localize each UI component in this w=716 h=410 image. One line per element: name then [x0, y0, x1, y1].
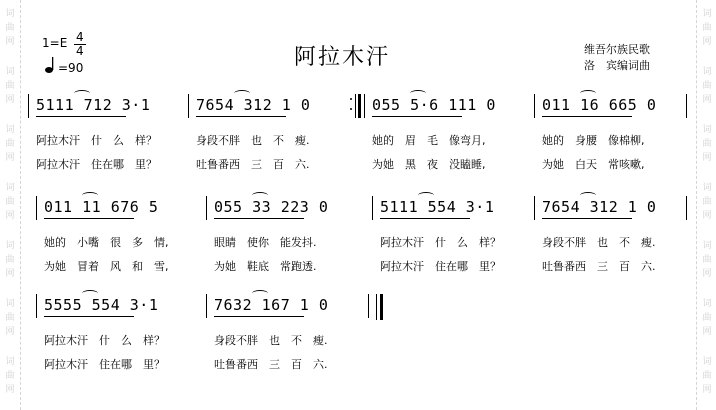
beam-line [44, 218, 134, 219]
tie-arc [252, 192, 268, 199]
watermark-glyph: 网 [5, 211, 15, 221]
song-title: 阿拉木汗 [294, 45, 391, 70]
watermark-glyph: 词 [5, 125, 15, 135]
lyric-line: 阿拉木汗 什 么 样？ [44, 334, 165, 347]
watermark-glyph: 网 [702, 211, 712, 221]
lyric-line: 阿拉木汗 什 么 样？ [36, 134, 157, 147]
beam-line [542, 116, 632, 117]
watermark-glyph: 网 [5, 37, 15, 47]
measure-notes: 055 5·6 111 0 [372, 96, 496, 114]
watermark-glyph: 词 [702, 67, 712, 77]
tie-arc [234, 90, 250, 97]
lyric-line: 阿拉木汗 住在哪 里？ [36, 158, 157, 171]
watermark-glyph: 曲 [702, 139, 712, 149]
watermark-glyph: 曲 [702, 313, 712, 323]
beam-line [542, 218, 632, 219]
watermark-glyph: 词 [702, 125, 712, 135]
quarter-note-icon [44, 56, 58, 74]
lyric-line: 身段不胖 也 不 瘦. [196, 134, 310, 147]
tie-arc [580, 192, 596, 199]
watermark-glyph: 曲 [5, 81, 15, 91]
watermark-glyph: 词 [702, 183, 712, 193]
barline [206, 294, 207, 318]
beam-line [372, 116, 462, 117]
measure-notes: 7654 312 1 0 [542, 198, 657, 216]
beam-line [214, 316, 304, 317]
watermark-glyph: 词 [5, 299, 15, 309]
watermark-glyph: 网 [702, 37, 712, 47]
end-barline [686, 94, 687, 118]
watermark-glyph: 网 [5, 269, 15, 279]
measure-notes: 7654 312 1 0 [196, 96, 311, 114]
lyric-line: 身段不胖 也 不 瘦. [214, 334, 328, 347]
watermark-glyph: 词 [5, 183, 15, 193]
watermark-glyph: 词 [5, 241, 15, 251]
tempo-marking: =90 [58, 61, 84, 75]
measure-notes: 5555 554 3·1 [44, 296, 159, 314]
lyric-line: 吐鲁番西 三 百 六. [542, 260, 656, 273]
origin-credit: 维吾尔族民歌 [584, 43, 650, 56]
tie-arc [410, 90, 426, 97]
watermark-glyph: 曲 [702, 371, 712, 381]
watermark-glyph: 曲 [702, 197, 712, 207]
key-signature: 1=E [42, 36, 68, 50]
measure-notes: 5111 712 3·1 [36, 96, 151, 114]
end-barline [368, 294, 369, 318]
lyric-line: 为她 鞋底 常跑透. [214, 260, 317, 273]
tie-arc [82, 290, 98, 297]
watermark-glyph: 词 [5, 9, 15, 19]
watermark-glyph: 词 [702, 299, 712, 309]
barline [534, 196, 535, 220]
lyric-line: 阿拉木汗 住在哪 里？ [380, 260, 501, 273]
watermark-glyph: 词 [702, 357, 712, 367]
barline [28, 94, 29, 118]
watermark-glyph: 词 [5, 67, 15, 77]
watermark-glyph: 网 [702, 327, 712, 337]
end-barline [686, 196, 687, 220]
barline [534, 94, 535, 118]
beam-line [196, 116, 286, 117]
watermark-glyph: 曲 [5, 23, 15, 33]
watermark-glyph: 网 [5, 153, 15, 163]
watermark-glyph: 曲 [5, 139, 15, 149]
barline [188, 94, 189, 118]
beam-line [214, 218, 304, 219]
time-signature-top: 4 [76, 30, 84, 44]
measure-notes: 055 33 223 0 [214, 198, 329, 216]
barline [372, 196, 373, 220]
tie-arc [252, 290, 268, 297]
lyric-line: 眼睛 使你 能发抖. [214, 236, 317, 249]
watermark-glyph: 曲 [702, 255, 712, 265]
watermark-glyph: 词 [5, 357, 15, 367]
lyric-line: 为她 白天 常咳嗽, [542, 158, 645, 171]
lyric-line: 阿拉木汗 什 么 样？ [380, 236, 501, 249]
lyric-line: 她的 身腰 像棉柳, [542, 134, 645, 147]
time-signature-bottom: 4 [76, 44, 84, 58]
tie-arc [580, 90, 596, 97]
watermark-glyph: 词 [702, 241, 712, 251]
beam-line [44, 316, 134, 317]
watermark-glyph: 词 [702, 9, 712, 19]
measure-notes: 011 16 665 0 [542, 96, 657, 114]
watermark-glyph: 曲 [702, 23, 712, 33]
watermark-glyph: 曲 [5, 313, 15, 323]
watermark-glyph: 曲 [5, 371, 15, 381]
lyric-line: 为她 黑 夜 没瞌睡, [372, 158, 486, 171]
watermark-glyph: 网 [5, 327, 15, 337]
lyric-line: 吐鲁番西 三 百 六. [214, 358, 328, 371]
watermark-glyph: 网 [5, 385, 15, 395]
lyric-line: 阿拉木汗 住在哪 里？ [44, 358, 165, 371]
barline [364, 94, 365, 118]
measure-notes: 5111 554 3·1 [380, 198, 495, 216]
barline [36, 196, 37, 220]
beam-line [36, 116, 126, 117]
lyric-line: 她的 眉 毛 像弯月, [372, 134, 486, 147]
lyric-line: 她的 小嘴 很 多 情, [44, 236, 169, 249]
watermark-glyph: 曲 [5, 197, 15, 207]
watermark-glyph: 网 [702, 385, 712, 395]
lyric-line: 吐鲁番西 三 百 六. [196, 158, 310, 171]
arranger-credit: 洛 宾编词曲 [584, 59, 650, 72]
barline [206, 196, 207, 220]
measure-notes: 011 11 676 5 [44, 198, 159, 216]
lyric-line: 身段不胖 也 不 瘦. [542, 236, 656, 249]
barline [36, 294, 37, 318]
tie-arc [82, 192, 98, 199]
left-border-line [20, 0, 21, 410]
watermark-glyph: 曲 [5, 255, 15, 265]
tie-arc [418, 192, 434, 199]
watermark-glyph: 网 [702, 153, 712, 163]
tie-arc [74, 90, 90, 97]
watermark-glyph: 网 [5, 95, 15, 105]
watermark-glyph: 曲 [702, 81, 712, 91]
measure-notes: 7632 167 1 0 [214, 296, 329, 314]
right-border-line [696, 0, 697, 410]
beam-line [380, 218, 470, 219]
lyric-line: 为她 冒着 风 和 雪, [44, 260, 169, 273]
watermark-glyph: 网 [702, 269, 712, 279]
watermark-glyph: 网 [702, 95, 712, 105]
